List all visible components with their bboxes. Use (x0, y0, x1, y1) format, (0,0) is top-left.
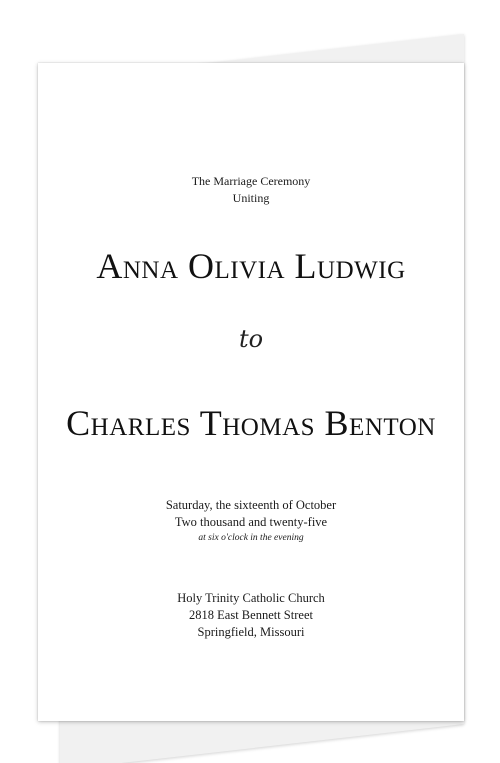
venue-city: Springfield, Missouri (197, 625, 305, 639)
venue-street: 2818 East Bennett Street (189, 608, 313, 622)
program-front-cover (38, 63, 464, 721)
intro-line-2: Uniting (232, 191, 270, 205)
cover-content (38, 63, 464, 721)
time-line: at six o'clock in the evening (198, 533, 304, 543)
intro-line-1: The Marriage Ceremony (191, 174, 311, 188)
conjunction-script: to (238, 325, 264, 353)
date-line-2: Two thousand and twenty-five (174, 515, 328, 529)
ceremony-date-time (38, 497, 464, 545)
ceremony-intro (38, 173, 464, 207)
date-line-1: Saturday, the sixteenth of October (165, 498, 337, 512)
bride-name: Anna Olivia Ludwig (96, 246, 406, 286)
venue-block (38, 590, 464, 641)
groom-name: Charles Thomas Benton (66, 403, 436, 443)
venue-name: Holy Trinity Catholic Church (177, 591, 325, 605)
